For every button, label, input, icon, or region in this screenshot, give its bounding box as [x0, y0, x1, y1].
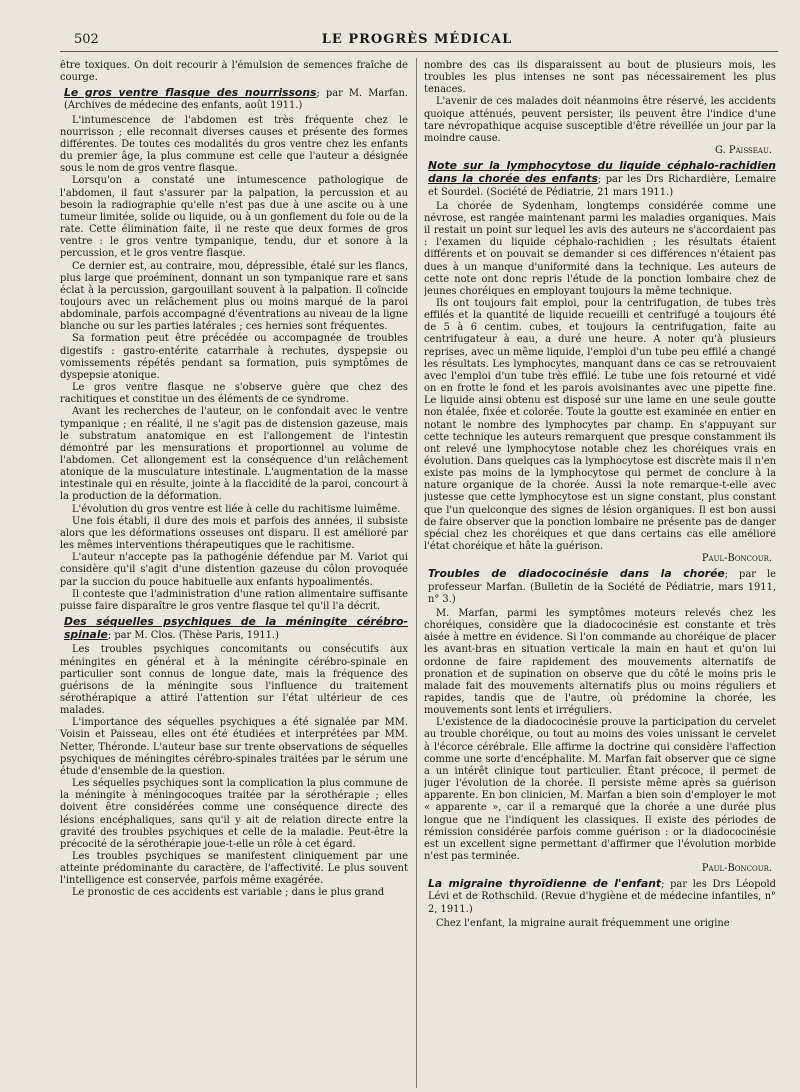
paragraph: La chorée de Sydenham, longtemps considérée comme une névrose, est rangée maintenant parmi les maladies organiques. Mais il restait un point sur lequel les avis des auteurs ne s'accordaient pas : l'examen du liquide céphalo-rachidien ; les résultats étaient différents et on pouvait se demander si ces différences n'étaient pas dues à un manque d'uniformité dans la technique. Les auteurs de cette note ont donc repris l'étude de la ponction lombaire chez de jeunes choréiques en employant toujours la même technique. [424, 200, 776, 297]
article-title: Note sur la lymphocytose du liquide céphalo-rachidien dans la chorée des enfants [428, 159, 776, 186]
article-title: Le gros ventre flasque des nourrissons [64, 86, 317, 100]
article-header [60, 616, 408, 642]
article-byline: ; par M. Clos. (Thèse Paris, 1911.) [107, 630, 279, 642]
paragraph: Ils ont toujours fait emploi, pour la centrifugation, de tubes très effilés et la quantité de liquide recueilli et centrifugé a toujours été de 5 à 6 centim. cubes, et toujours la centrifugation, faite au centrifugateur à eau, a duré une heure. A noter qu'à plusieurs reprises, avec un même liquide, l'emploi d'un tube peu effilé a changé les résultats. Les lymphocytes, manquant dans ce cas se retrouvaient avec l'emploi d'un tube très effilé. Le tube une fois retourné et vidé on en frotte le fond et les parois avoisinantes avec une pipette fine. Le liquide ainsi obtenu est disposé sur une lame en une seule goutte non étalée, fixée et colorée. Toute la goutte est examinée en entier en notant le nombre des lymphocytes par champ. En s'appuyant sur cette technique les auteurs remarquent que presque constamment ils ont relevé une lymphocytose notable chez les choréiques vrais en évolution. Dans quelques cas la lymphocytose est discrète mais il n'en existe pas moins de la lymphocytose qui permet de conclure à la nature organique de la chorée. Aussi la note remarque-t-elle avec justesse que cette lymphocytose est un signe constant, plus constant que l'un quelconque des signes de lésion organiques. Il est bon aussi de faire observer que la ponction lombaire ne présente pas de danger spécial chez les choréiques et que dans certains cas elle améliore l'état choréique et hâte la guérison. [424, 297, 776, 553]
article-header [424, 160, 776, 198]
article-byline: ; par les Drs Léopold Lévi et de Rothschild. (Revue d'hygiène et de médecine infantiles, n° 2, 1911.) [428, 879, 776, 915]
left-column [60, 60, 408, 1090]
paragraph: Avant les recherches de l'auteur, on le confondait avec le ventre tympanique ; en réalité, il ne s'agit pas de distension gazeuse, mais le substratum anatomique en est l'allongement de l'intestin démontré par les mensurations et proportionnel au volume de l'abdomen. Cet allongement est la conséquence d'un relâchement atonique de la musculature intestinale. L'augmentation de la masse intestinale qui en résulte, jointe à la flaccidité de la paroi, concourt à la production de la déformation. [60, 406, 408, 503]
paragraph: L'importance des séquelles psychiques a été signalée par MM. Voisin et Paisseau, elles ont été étudiées et interprétées par MM. Netter, Théronde. L'auteur base sur trente observations de séquelles psychiques de méningites cérébro-spinales traitées par le sérum une étude d'ensemble de la question. [60, 717, 408, 777]
article-header [424, 568, 776, 605]
article-header [60, 87, 408, 112]
paragraph: Chez l'enfant, la migraine aurait fréquemment une origine [436, 917, 730, 929]
paragraph: L'existence de la diadococinésie prouve la participation du cervelet au trouble choréique, ou tout au moins des voies unissant le cervelet à l'écorce cérébrale. Elle affirme la doctrine qui considère l'affection comme une sorte d'encéphalite. M. Marfan fait observer que ce signe a un intérêt clinique tout particulier. Étant précoce, il permet de juger l'évolution de la chorée. Il persiste même après sa guérison apparente. En bon clinicien, M. Marfan a bien soin d'employer le mot « apparente », car il a remarqué que la chorée a une durée plus longue que ne l'indiquent les classiques. Il existe des périodes de rémission considérée parfois comme guérison : or la diadococinésie est un excellent signe permettant d'affirmer que l'évolution morbide n'est pas terminée. [424, 717, 776, 862]
paragraph: Lorsqu'on a constaté une intumescence pathologique de l'abdomen, il faut s'assurer par la palpation, la percussion et au besoin la radiographie qu'elle n'est pas due à une ascite ou à une tumeur limitée, solide ou liquide, ou à un gonflement du foie ou de la rate. Cette élimination faite, il ne reste que deux formes de gros ventre : le gros ventre tympanique, tendu, dur et sonore à la percussion, et le gros ventre flasque. [60, 175, 408, 260]
left-intro: être toxiques. On doit recourir à l'émulsion de semences fraîche de courge. [60, 60, 408, 84]
paragraph: M. Marfan, parmi les symptômes moteurs relevés chez les choréiques, considère que la diadococinésie est constante et très aisée à mettre en évidence. Si l'on commande au choréique de placer les avant-bras en situation verticale la main en haut et qu'on lui ordonne de faire rapidement des mouvements alternatifs de pronation et de supination on observe que du côté le moins pris le malade fait des mouvements alternatifs plus ou moins réguliers et rapides, tandis que de l'autre, où prédomine la chorée, les mouvements sont lents et irréguliers. [424, 607, 776, 717]
right-column [424, 60, 776, 1090]
article-title: La migraine thyroïdienne de l'enfant [428, 877, 662, 891]
paragraph: Les séquelles psychiques sont la complication la plus commune de la méningite à méningocoques traitée par la sérothérapie ; elles doivent être considérées comme une conséquence directe des lésions encéphaliques, sans qu'il y ait de relation directe entre la gravité des troubles psychiques et celle de la maladie. Peut-être la précocité de la sérothérapie joue-t-elle un rôle à cet égard. [60, 778, 408, 850]
paragraph: Il conteste que l'administration d'une ration alimentaire suffisante puisse faire disparaître le gros ventre flasque tel qu'il l'a décrit. [60, 588, 408, 612]
column-divider [416, 58, 417, 1088]
signature: Paul-Boncour. [701, 553, 772, 565]
article-title: Troubles de diadococinésie dans la chorée [428, 567, 725, 581]
page-number: 502 [74, 32, 99, 47]
paragraph: L'avenir de ces malades doit néanmoins être réservé, les accidents quoique atténués, peuvent persister, ils peuvent être l'indice d'une tare névropathique acquise susceptible d'être réveillée un jour par la moindre cause. [424, 96, 776, 144]
article-byline: ; par M. Marfan. (Archives de médecine des enfants, août 1911.) [64, 88, 408, 112]
header-rule [60, 51, 778, 52]
paragraph: L'intumescence de l'abdomen est très fréquente chez le nourrisson ; elle reconnait diverses causes et présente des formes différentes. De toutes ces modalités du gros ventre chez les enfants du premier âge, la plus commune est celle que l'auteur a désignée sous le nom de gros ventre flasque. [60, 114, 408, 175]
paragraph: Sa formation peut être précédée ou accompagnée de troubles digestifs : gastro-entérite catarrhale à rechutes, dyspepsie ou vomissements répétés pendant sa formation, puis symptômes de dyspepsie atonique. [60, 333, 408, 381]
paragraph: L'évolution du gros ventre est liée à celle du rachitisme luimême. [72, 503, 401, 515]
signature: Paul-Boncour. [701, 863, 772, 875]
article-byline: ; par le professeur Marfan. (Bulletin de la Société de Pédiatrie, mars 1911, n° 3.) [428, 569, 776, 605]
article-header [424, 878, 776, 915]
paragraph: Le gros ventre flasque ne s'observe guère que chez des rachitiques et constitue un des éléments de ce syndrome. [60, 382, 408, 406]
paragraph: Ce dernier est, au contraire, mou, dépressible, étalé sur les flancs, plus large que proéminent, donnant un son tympanique rare et sans éclat à la percussion, gargouillant souvent à la palpation. Il coïncide toujours avec un relâchement plus ou moins marqué de la paroi abdominale, parfois accompagné d'éventrations au niveau de la ligne blanche ou sur les parties latérales ; ces hernies sont fréquentes. [60, 260, 408, 333]
journal-title: LE PROGRÈS MÉDICAL [321, 32, 513, 47]
article-byline: ; par les Drs Richardière, Lemaire et Sourdel. (Société de Pédiatrie, 21 mars 1911.) [428, 174, 776, 198]
article-title: Des séquelles psychiques de la méningite cérébro-spinale [64, 615, 408, 642]
paragraph: Une fois établi, il dure des mois et parfois des années, il subsiste alors que les déformations osseuses ont disparu. Il est amélioré par les mêmes interventions thérapeutiques que le rachitisme. [60, 515, 408, 552]
right-intro: nombre des cas ils disparaissent au bout de plusieurs mois, les troubles les plus intenses ne sont pas nécessairement les plus tenaces. [424, 60, 776, 96]
paragraph: L'auteur n'accepte pas la pathogénie défendue par M. Variot qui considère qu'il s'agit d'une distention gazeuse du côlon provoquée par la succion du pouce habituelle aux enfants hypoalimentés. [60, 552, 408, 588]
signature: G. Paisseau. [715, 145, 772, 157]
paragraph: Les troubles psychiques se manifestent cliniquement par une atteinte prédominante du caractère, de l'affectivité. Le plus souvent l'intelligence est conservée, parfois même exagérée. [60, 851, 408, 887]
paragraph: Le pronostic de ces accidents est variable ; dans le plus grand [72, 887, 385, 899]
page-header [56, 28, 778, 50]
paragraph: Les troubles psychiques concomitants ou consécutifs aux méningites en général et à la méningite cérébro-spinale en particulier sont connus de longue date, mais la fréquence des guérisons de la méningite sous l'influence du traitement sérothérapique a attiré l'attention sur l'état ultérieur de ces malades. [60, 644, 408, 717]
